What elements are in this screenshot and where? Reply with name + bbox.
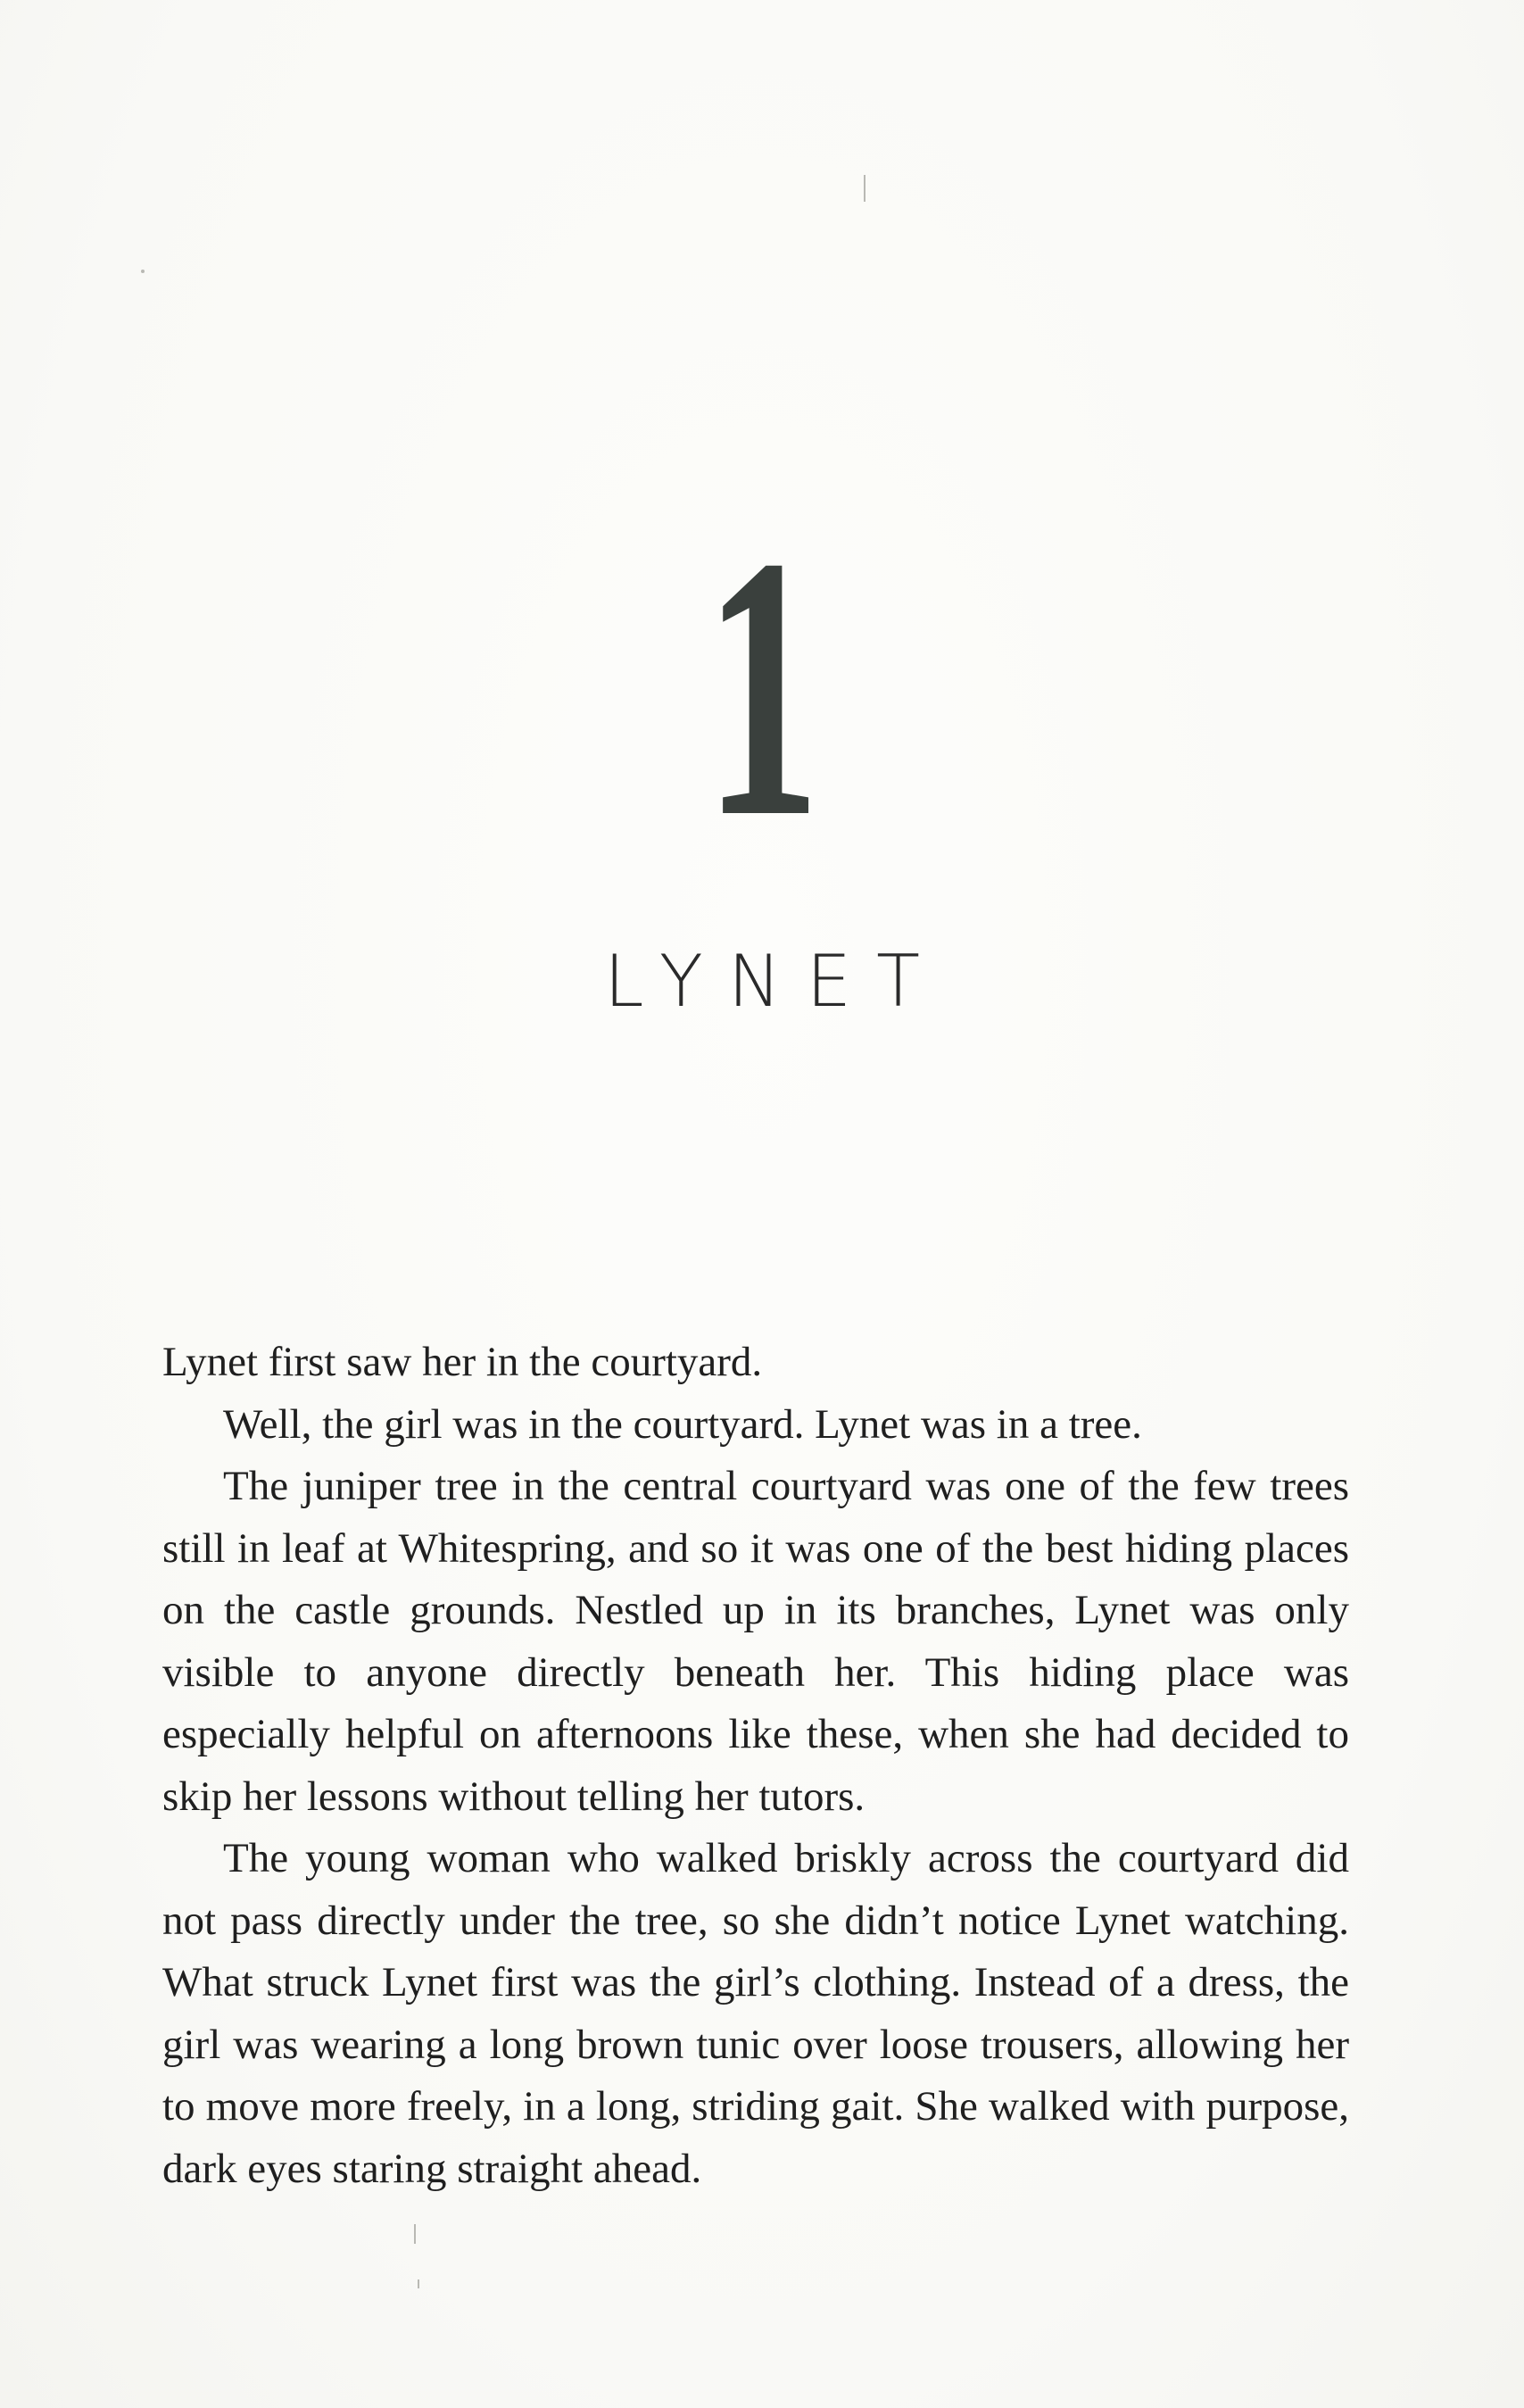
paragraph: Lynet first saw her in the courtyard. [162, 1339, 763, 1385]
page-speck [418, 2279, 419, 2288]
paragraph: The young woman who walked briskly across the courtyard did not pass directly under the tree, so she didn’t notice Lynet watching. What struck Lynet first was the girl’s clothing. Instead of a dress, the girl was wearing a long brown tunic over loose trousers, allowing her to move more freely, in a long, striding gait. She walked with purpose, dark eyes staring straight ahead. [162, 1835, 1349, 2192]
page-speck [414, 2224, 416, 2244]
page-speck [141, 270, 145, 273]
chapter-body [162, 1332, 1349, 2200]
page-speck [864, 175, 866, 202]
paragraph: The juniper tree in the central courtyard was one of the few trees still in leaf at Whitespring, and so it was one of the best hiding places on the castle grounds. Nestled up in its branches, Lynet was only visible to anyone directly beneath her. This hiding place was especially helpful on afternoons like these, when she had decided to skip her lessons without telling her tutors. [162, 1463, 1349, 1820]
chapter-number: 1 [704, 479, 821, 894]
chapter-title: LYNET [603, 940, 946, 1023]
paragraph: Well, the girl was in the courtyard. Lynet was in a tree. [223, 1400, 1142, 1448]
